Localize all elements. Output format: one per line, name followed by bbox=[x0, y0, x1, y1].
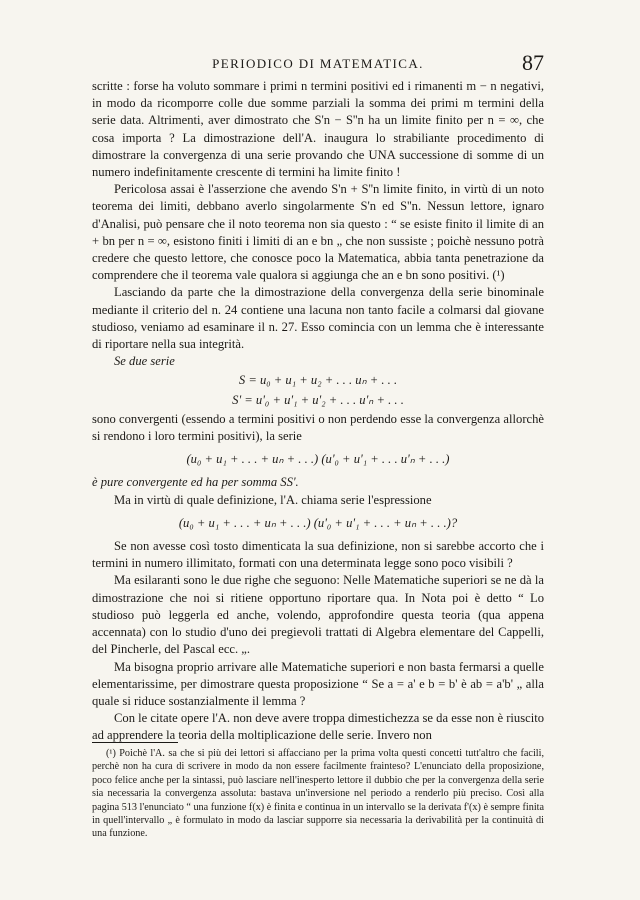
paragraph-5: sono convergenti (essendo a termini positivi o non perdendo esse la convergenza allorchè si rendono i loro termini positivi), la serie bbox=[92, 411, 544, 444]
footnote-divider bbox=[92, 742, 178, 743]
equation-s: S = u₀ + u₁ + u₂ + . . . uₙ + . . . bbox=[238, 373, 398, 388]
running-title: PERIODICO DI MATEMATICA. bbox=[212, 56, 424, 71]
paragraph-6: è pure convergente ed ha per somma SS'. bbox=[92, 475, 299, 490]
paragraph-4: Se due serie bbox=[114, 354, 175, 369]
page-number: 87 bbox=[522, 50, 544, 75]
paragraph-7: Ma in virtù di quale definizione, l'A. chiama serie l'espressione bbox=[114, 492, 432, 507]
paragraph-9: Ma esilaranti sono le due righe che seguono: Nelle Matematiche superiori se ne dà la dimostrazione che noi si ritiene opportuno riportare qua. In Nota poi è detto “ Lo studioso può leggerla ed anche, volendo, approfondire questa teoria (qua appena accennata) con lo studio d'uno dei pregievoli trattati di Algebra elementare del Cappelli, del Pincherle, del Pascal ecc. „. bbox=[92, 573, 544, 657]
running-header bbox=[92, 52, 544, 76]
equation-expression: (u₀ + u₁ + . . . + uₙ + . . .) (u'₀ + u'₁ + . . . + uₙ + . . .)? bbox=[178, 515, 458, 530]
paragraph-2: Pericolosa assai è l'asserzione che avendo S'n + S''n limite finito, in virtù di un noto teorema dei limiti, debbano averlo singolarmente S'n ed S''n. Nessun lettore, ignaro d'Analisi, può pensare che il noto teorema non sia questo : “ se esiste finito il limite di an + bn per n = ∞, esistono finiti i limiti di an e bn „ che non sussiste ; poichè nessuno potrà credere che questo lettore, che conosce poco la Matematica, abbia tanta penetrazione da comprendere che il teorema vale qualora si aggiunga che an e bn sono positivi. (¹) bbox=[92, 182, 544, 283]
main-text bbox=[92, 78, 544, 745]
paragraph-1: scritte : forse ha voluto sommare i primi n termini positivi ed i rimanenti m − n negativi, in modo da ricomporre colle due somme parziali la somma dei primi m termini della serie data. Altrimenti, aver dimostrato che S'n − S''n ha un limite finito per n = ∞, che cosa importa ? La dimostrazione dell'A. inaugura lo strabiliante procedimento di dimostrare la convergenza di una serie provando che UNA successione di somme di un numero indefinitamente crescente di termini ha limite finito ! bbox=[92, 79, 544, 180]
equation-s-prime: S' = u'₀ + u'₁ + u'₂ + . . . u'ₙ + . . . bbox=[232, 392, 404, 407]
paragraph-10: Ma bisogna proprio arrivare alle Matematiche superiori e non basta fermarsi a quelle elementarissime, per dimostrare questa proposizione “ Se a = a' e b = b' è ab = a'b' „ alla quale si riduce sostanzialmente il lemma ? bbox=[92, 659, 544, 708]
footnote-text: (¹) Poichè l'A. sa che si più dei lettori si affacciano per la prima volta questi concetti tutt'altro che facili, perchè non ha cura di scrivere in modo da non essere facilmente frainteso? L'enunciato della proposizione, poco felice anche per la sintassi, può lasciare nell'inesperto lettore il dubbio che per la convergenza della serie sia necessaria la convergenza assoluta: bastava un'inversione nel periodo a renderlo più preciso. Così alla pagina 513 l'enunciato “ una funzione f(x) è finita e continua in un intervallo se la derivata f'(x) è sempre finita in quell'intervallo „ è formulato in modo da lasciar supporre sia necessaria la derivabilità per la continuità di una funzione. bbox=[92, 748, 544, 840]
paragraph-8: Se non avesse così tosto dimenticata la sua definizione, non si sarebbe accorto che i termini in numero illimitato, formati con una determinata legge sono poco visibili ? bbox=[92, 539, 544, 571]
paragraph-11: Con le citate opere l'A. non deve avere troppa dimestichezza se da esse non è riuscito ad apprendere la teoria della moltiplicazione delle serie. Invero non bbox=[92, 711, 544, 743]
footnote bbox=[92, 747, 544, 841]
paragraph-3: Lasciando da parte che la dimostrazione della convergenza della serie binominale mediante il criterio del n. 24 contiene una lacuna non tanto facile a colmarsi dal giovane studioso, veniamo ad esaminare il n. 27. Esso comincia con un lemma che è interessante di riportare nella sua integrità. bbox=[92, 285, 544, 352]
equation-product-series: (u₀ + u₁ + . . . + uₙ + . . .) (u'₀ + u'₁ + . . . u'ₙ + . . .) bbox=[186, 452, 450, 467]
